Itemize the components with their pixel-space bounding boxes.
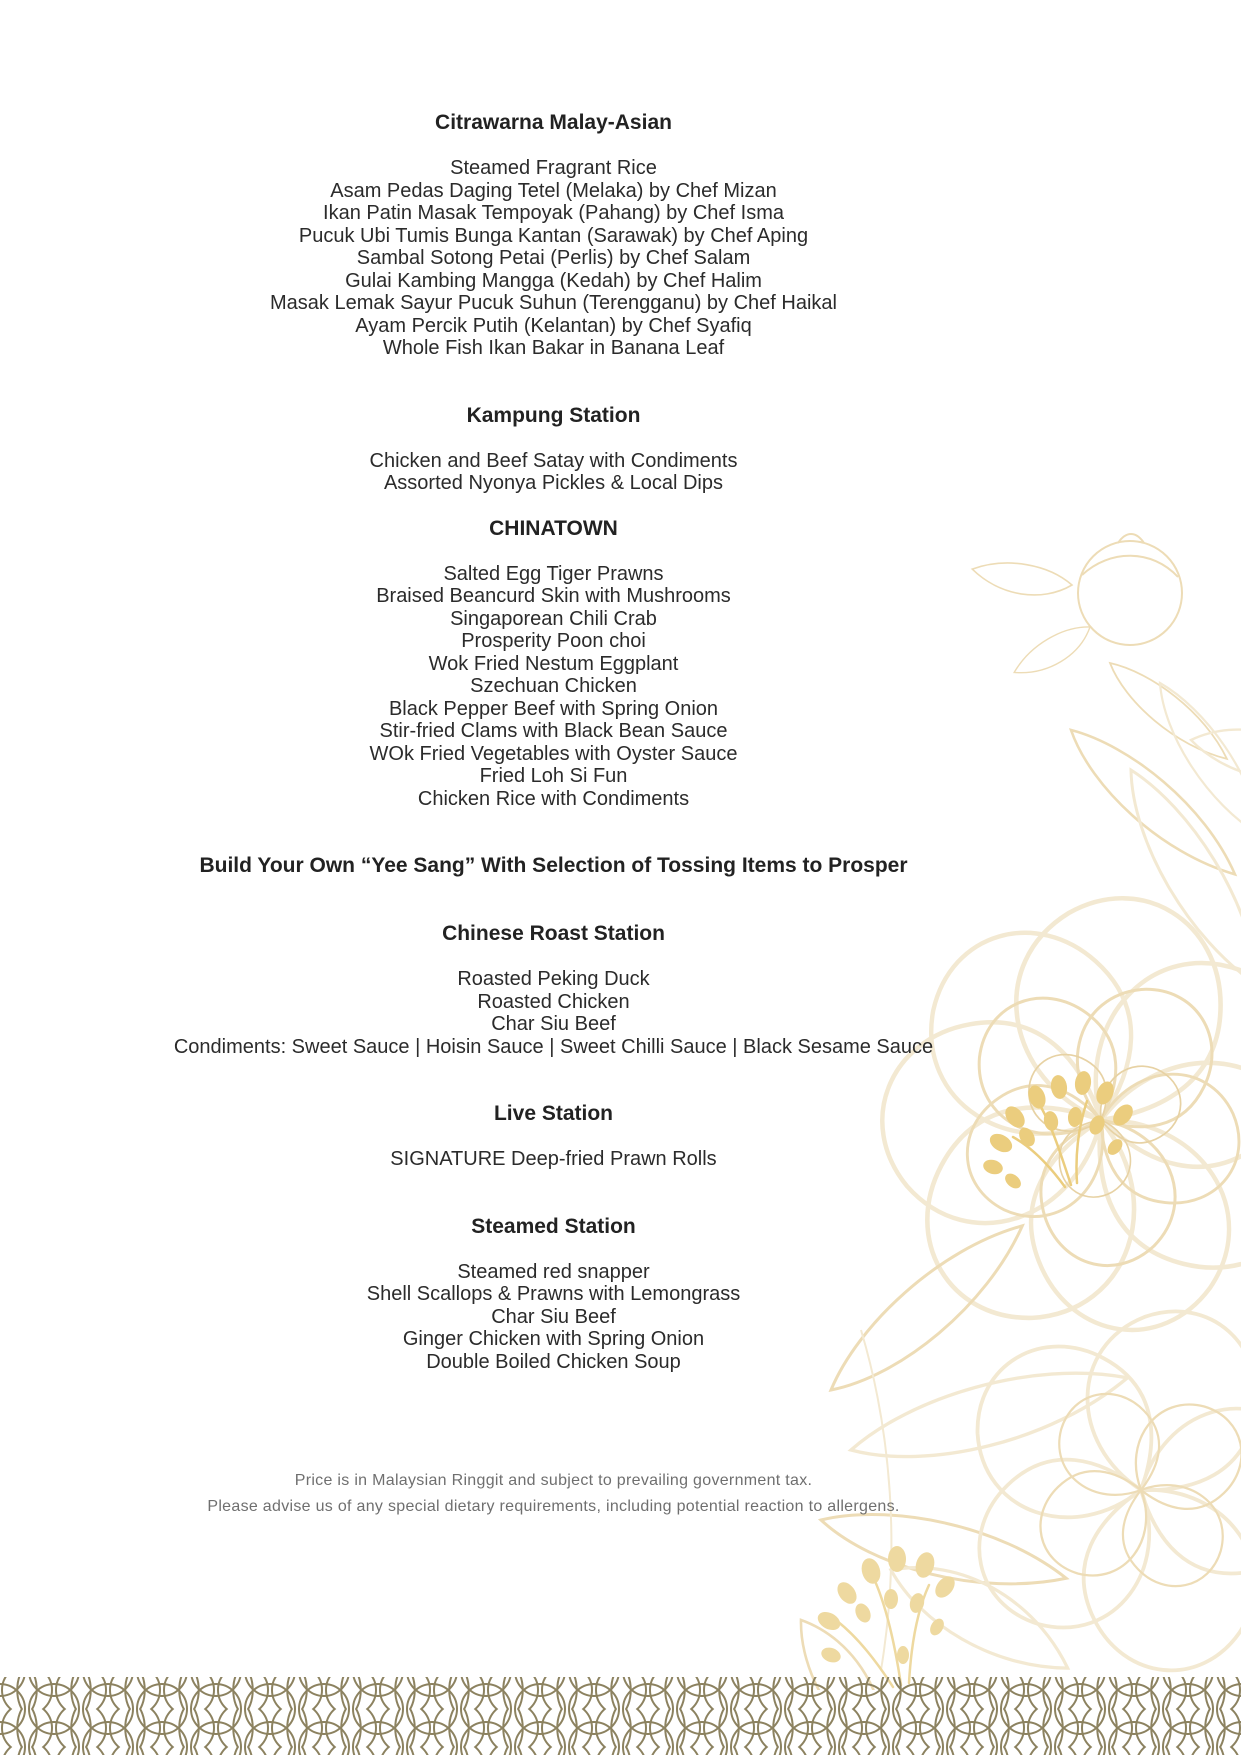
menu-item: Steamed Fragrant Rice xyxy=(450,157,657,179)
footer-allergen-note: Please advise us of any special dietary requirements, including potential reaction to allergens. xyxy=(207,1498,900,1515)
section-title: CHINATOWN xyxy=(489,516,618,540)
menu-item: Asam Pedas Daging Tetel (Melaka) by Chef Mizan xyxy=(330,179,777,202)
menu-item: Roasted Peking Duck xyxy=(457,968,650,990)
menu-item: Prosperity Poon choi xyxy=(461,630,646,652)
section-kampung-station xyxy=(0,403,1107,495)
section-items xyxy=(0,968,1107,1058)
menu-item: Fried Loh Si Fun xyxy=(479,765,628,787)
menu-item: Stir-fried Clams with Black Bean Sauce xyxy=(379,720,728,742)
menu-item: Black Pepper Beef with Spring Onion xyxy=(388,697,719,720)
menu-item: Whole Fish Ikan Bakar in Banana Leaf xyxy=(382,337,725,359)
menu-item: WOk Fried Vegetables with Oyster Sauce xyxy=(369,742,738,765)
menu-item: Wok Fried Nestum Eggplant xyxy=(428,652,679,675)
menu-item: Pucuk Ubi Tumis Bunga Kantan (Sarawak) by Chef Aping xyxy=(298,224,809,247)
menu-item: Chicken Rice with Condiments xyxy=(417,787,690,810)
section-yee-sang xyxy=(0,853,1107,878)
menu-item: Ikan Patin Masak Tempoyak (Pahang) by Chef Isma xyxy=(323,202,784,224)
menu-item: Roasted Chicken xyxy=(477,990,630,1013)
footer-tax-note: Price is in Malaysian Ringgit and subject to prevailing government tax. xyxy=(294,1472,813,1489)
menu-item: Char Siu Beef xyxy=(491,1305,616,1328)
section-items xyxy=(0,1148,1107,1171)
menu-item: Ginger Chicken with Spring Onion xyxy=(402,1328,705,1350)
section-title: Citrawarna Malay-Asian xyxy=(435,111,672,134)
menu-item: Salted Egg Tiger Prawns xyxy=(443,562,664,585)
menu-item: Szechuan Chicken xyxy=(470,675,637,697)
menu-item: Assorted Nyonya Pickles & Local Dips xyxy=(383,472,724,494)
menu-item: Ayam Percik Putih (Kelantan) by Chef Syafiq xyxy=(355,314,752,337)
menu-item: Sambal Sotong Petai (Perlis) by Chef Salam xyxy=(356,247,751,269)
section-title: Build Your Own “Yee Sang” With Selection of Tossing Items to Prosper xyxy=(199,854,908,877)
menu-item: Steamed red snapper xyxy=(457,1260,650,1283)
section-steamed-station xyxy=(0,1214,1107,1374)
section-citrawarna-malay-asian xyxy=(0,110,1107,360)
menu-item: SIGNATURE Deep-fried Prawn Rolls xyxy=(390,1148,717,1170)
menu-item: Char Siu Beef xyxy=(491,1013,616,1035)
section-live-station xyxy=(0,1101,1107,1171)
section-items xyxy=(0,1261,1107,1374)
menu-item: Chicken and Beef Satay with Condiments xyxy=(369,449,738,472)
footer-notes xyxy=(0,1468,1107,1520)
menu-item: Gulai Kambing Mangga (Kedah) by Chef Halim xyxy=(345,269,762,292)
bottom-border-pattern xyxy=(0,1677,1241,1755)
section-items xyxy=(0,563,1107,811)
menu-item: Singaporean Chili Crab xyxy=(450,607,657,630)
section-title: Kampung Station xyxy=(466,403,641,427)
section-items xyxy=(0,157,1107,360)
menu-item: Condiments: Sweet Sauce | Hoisin Sauce | Sweet Chilli Sauce | Black Sesame Sauce xyxy=(173,1035,934,1058)
section-title: Steamed Station xyxy=(471,1214,636,1238)
stamen-cluster xyxy=(815,1546,959,1687)
menu-item: Shell Scallops & Prawns with Lemongrass xyxy=(366,1283,741,1305)
section-title: Live Station xyxy=(493,1102,614,1125)
section-items xyxy=(0,450,1107,495)
menu-item: Braised Beancurd Skin with Mushrooms xyxy=(376,585,731,607)
menu-item: Masak Lemak Sayur Pucuk Suhun (Terengganu) by Chef Haikal xyxy=(270,292,837,314)
section-chinatown xyxy=(0,516,1107,811)
section-chinese-roast-station xyxy=(0,921,1107,1058)
menu-item: Double Boiled Chicken Soup xyxy=(426,1350,681,1373)
section-title: Chinese Roast Station xyxy=(442,922,665,945)
